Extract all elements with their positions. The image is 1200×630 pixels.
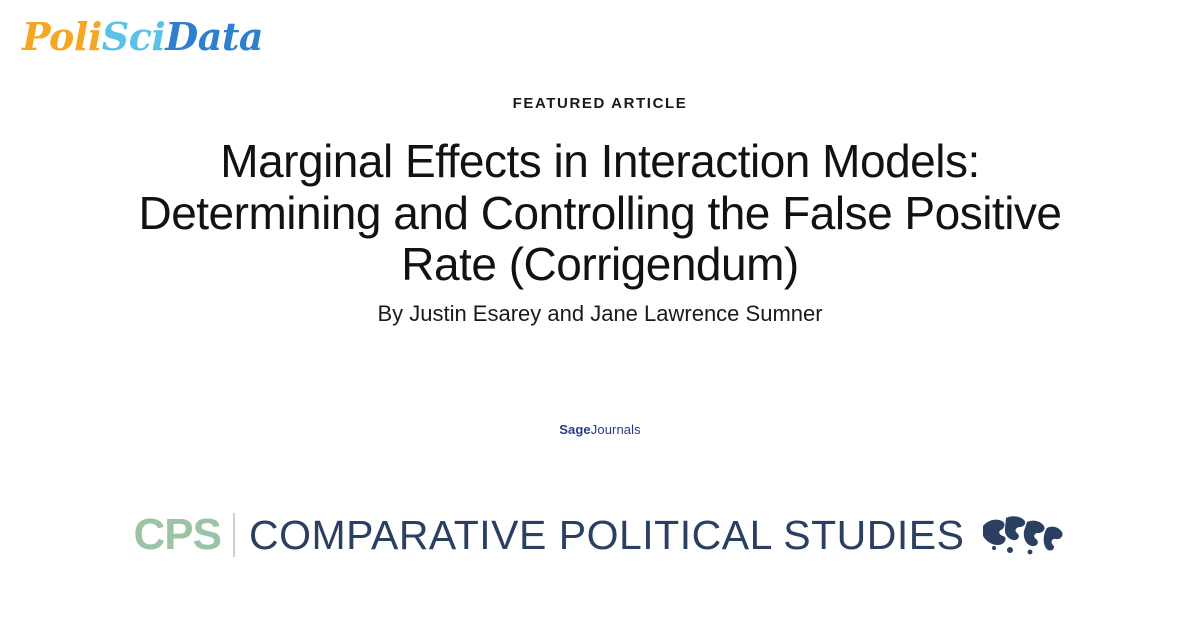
journal-title: COMPARATIVE POLITICAL STUDIES xyxy=(249,511,965,558)
site-logo[interactable] xyxy=(22,14,264,59)
article-card xyxy=(100,95,1100,327)
site-logo-sci: Sci xyxy=(101,14,166,59)
site-logo-data: Data xyxy=(165,14,264,59)
journal-abbreviation: CPS xyxy=(133,510,222,559)
article-title: Marginal Effects in Interaction Models: Determining and Controlling the False Positive Rate (Corrigendum) xyxy=(138,135,1062,291)
featured-article-label: FEATURED ARTICLE xyxy=(512,95,688,112)
article-byline: By Justin Esarey and Jane Lawrence Sumner xyxy=(377,300,823,326)
globe-icon xyxy=(980,512,1066,558)
publisher-logo xyxy=(0,422,1200,437)
publisher-logo-journals: Journals xyxy=(590,422,641,437)
journal-logo-divider xyxy=(233,513,235,557)
site-logo-poli: Poli xyxy=(22,14,102,59)
publisher-logo-sage: Sage xyxy=(559,422,591,437)
journal-logo xyxy=(0,512,1200,558)
